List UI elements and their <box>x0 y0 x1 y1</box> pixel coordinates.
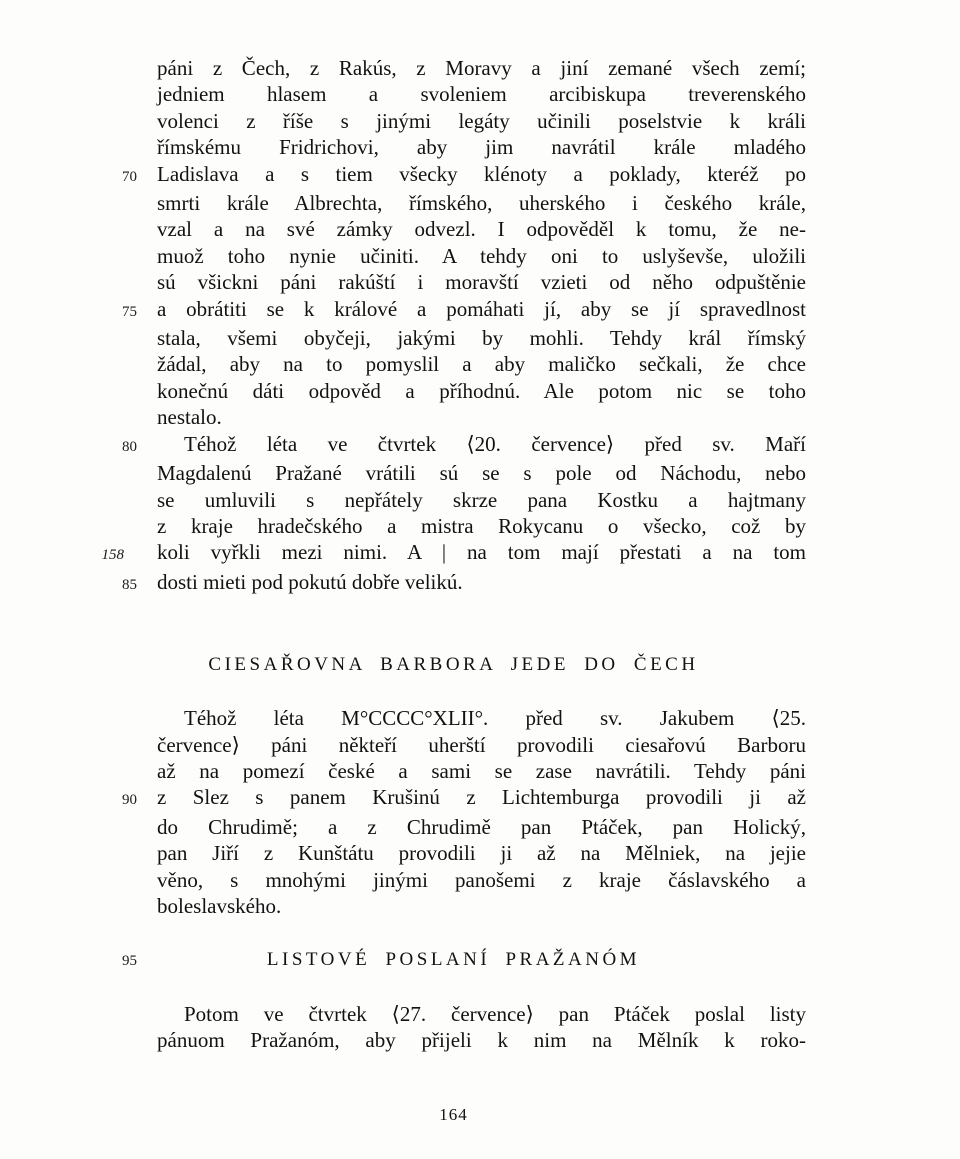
line-text: vzal a na své zámky odvezl. I odpověděl k tomu, že ne- <box>157 217 806 242</box>
text-line <box>0 351 960 377</box>
text-line <box>0 55 960 81</box>
line-text: smrti krále Albrechta, římského, uherského i českého krále, <box>157 191 806 216</box>
line-text: z kraje hradečského a mistra Rokycanu o všecko, což by <box>157 513 806 538</box>
text-line <box>0 487 960 513</box>
line-text: boleslavského. <box>157 893 282 918</box>
text-line <box>0 190 960 216</box>
text-line <box>0 404 960 430</box>
line-text: Téhož léta M°CCCC°XLII°. před sv. Jakubem ⟨25. <box>184 706 806 731</box>
line-text: pánuom Pražanóm, aby přijeli k nim na Mělník k roko- <box>157 1028 806 1053</box>
text-line <box>0 569 960 598</box>
section-heading: LISTOVÉ POSLANÍ PRAŽANÓM <box>266 949 641 971</box>
text-line <box>0 705 960 731</box>
line-number: 90 <box>122 792 137 809</box>
line-text: jedniem hlasem a svoleniem arcibiskupa treverenského <box>157 82 806 107</box>
line-text: muož toho nynie učiniti. A tehdy oni to uslyševše, uložili <box>157 243 806 268</box>
line-text: volenci z říše s jinými legáty učinili poselstvie k králi <box>157 108 806 133</box>
line-number: 85 <box>122 576 137 593</box>
paragraph <box>0 1001 960 1054</box>
text-line <box>0 1027 960 1053</box>
line-text: sú všickni páni rakúští i moravští vzieti od něho odpuštěnie <box>157 270 806 295</box>
section-heading-row <box>0 651 960 678</box>
text-line <box>0 893 960 919</box>
text-line <box>0 732 960 758</box>
text-line <box>0 431 960 460</box>
line-text: a obrátiti se k králové a pomáhati jí, aby se jí spravedlnost <box>157 296 806 321</box>
section-heading: CIESAŘOVNA BARBORA JEDE DO ČECH <box>208 654 699 676</box>
line-text: stala, všemi obyčeji, jakými by mohli. Tehdy král římský <box>157 326 806 351</box>
body-text <box>0 55 960 1054</box>
line-number: 95 <box>122 953 137 970</box>
line-text: července⟩ páni někteří uherští provodili ciesařovú Barboru <box>157 732 806 757</box>
line-text: Magdalenú Pražané vrátili sú se s pole od Náchodu, nebo <box>157 461 806 486</box>
line-text: koli vyřkli mezi nimi. A | na tom mají přestati a na tom <box>157 540 806 565</box>
text-line <box>0 513 960 539</box>
line-text: dosti mieti pod pokutú dobře velikú. <box>157 569 463 594</box>
text-line <box>0 840 960 866</box>
text-line <box>0 539 960 568</box>
line-text: až na pomezí české a sami se zase navrátili. Tehdy páni <box>157 758 806 783</box>
text-line <box>0 216 960 242</box>
line-text: římskému Fridrichovi, aby jim navrátil krále mladého <box>157 135 806 160</box>
folio-number: 158 <box>101 547 124 564</box>
line-text: do Chrudimě; a z Chrudimě pan Ptáček, pan Holický, <box>157 814 806 839</box>
text-line <box>0 378 960 404</box>
line-text: pan Jiří z Kunštátu provodili ji až na Mělniek, na jejie <box>157 841 806 866</box>
line-text: konečnú dáti odpověd a příhodnú. Ale potom nic se toho <box>157 378 806 403</box>
text-line <box>0 1001 960 1027</box>
text-line <box>0 867 960 893</box>
text-line <box>0 296 960 325</box>
line-text: Téhož léta ve čtvrtek ⟨20. července⟩ před sv. Maří <box>184 431 806 456</box>
text-line <box>0 758 960 784</box>
line-number: 70 <box>122 168 137 185</box>
line-number: 80 <box>122 438 137 455</box>
text-line <box>0 161 960 190</box>
text-line <box>0 243 960 269</box>
text-line <box>0 108 960 134</box>
paragraph <box>0 55 960 598</box>
line-text: věno, s mnohými jinými panošemi z kraje čáslavského a <box>157 867 806 892</box>
text-line <box>0 134 960 160</box>
line-text: Ladislava a s tiem všecky klénoty a poklady, kteréž po <box>157 161 806 186</box>
text-line <box>0 784 960 813</box>
paragraph <box>0 705 960 919</box>
text-line <box>0 325 960 351</box>
page-number: 164 <box>439 1104 468 1124</box>
line-text: se umluvili s nepřátely skrze pana Kostku a hajtmany <box>157 487 806 512</box>
text-line <box>0 460 960 486</box>
line-text: Potom ve čtvrtek ⟨27. července⟩ pan Ptáček poslal listy <box>184 1001 806 1026</box>
section-heading-row <box>0 946 960 974</box>
line-text: páni z Čech, z Rakús, z Moravy a jiní zemané všech zemí; <box>157 56 806 80</box>
text-line <box>0 814 960 840</box>
page-number-row <box>0 1102 960 1128</box>
text-line <box>0 81 960 107</box>
line-text: z Slez s panem Krušinú z Lichtemburga provodili ji až <box>157 785 806 810</box>
text-line <box>0 269 960 295</box>
line-text: žádal, aby na to pomyslil a aby maličko sečkali, že chce <box>157 352 806 377</box>
line-text: nestalo. <box>157 405 222 430</box>
line-number: 75 <box>122 303 137 320</box>
